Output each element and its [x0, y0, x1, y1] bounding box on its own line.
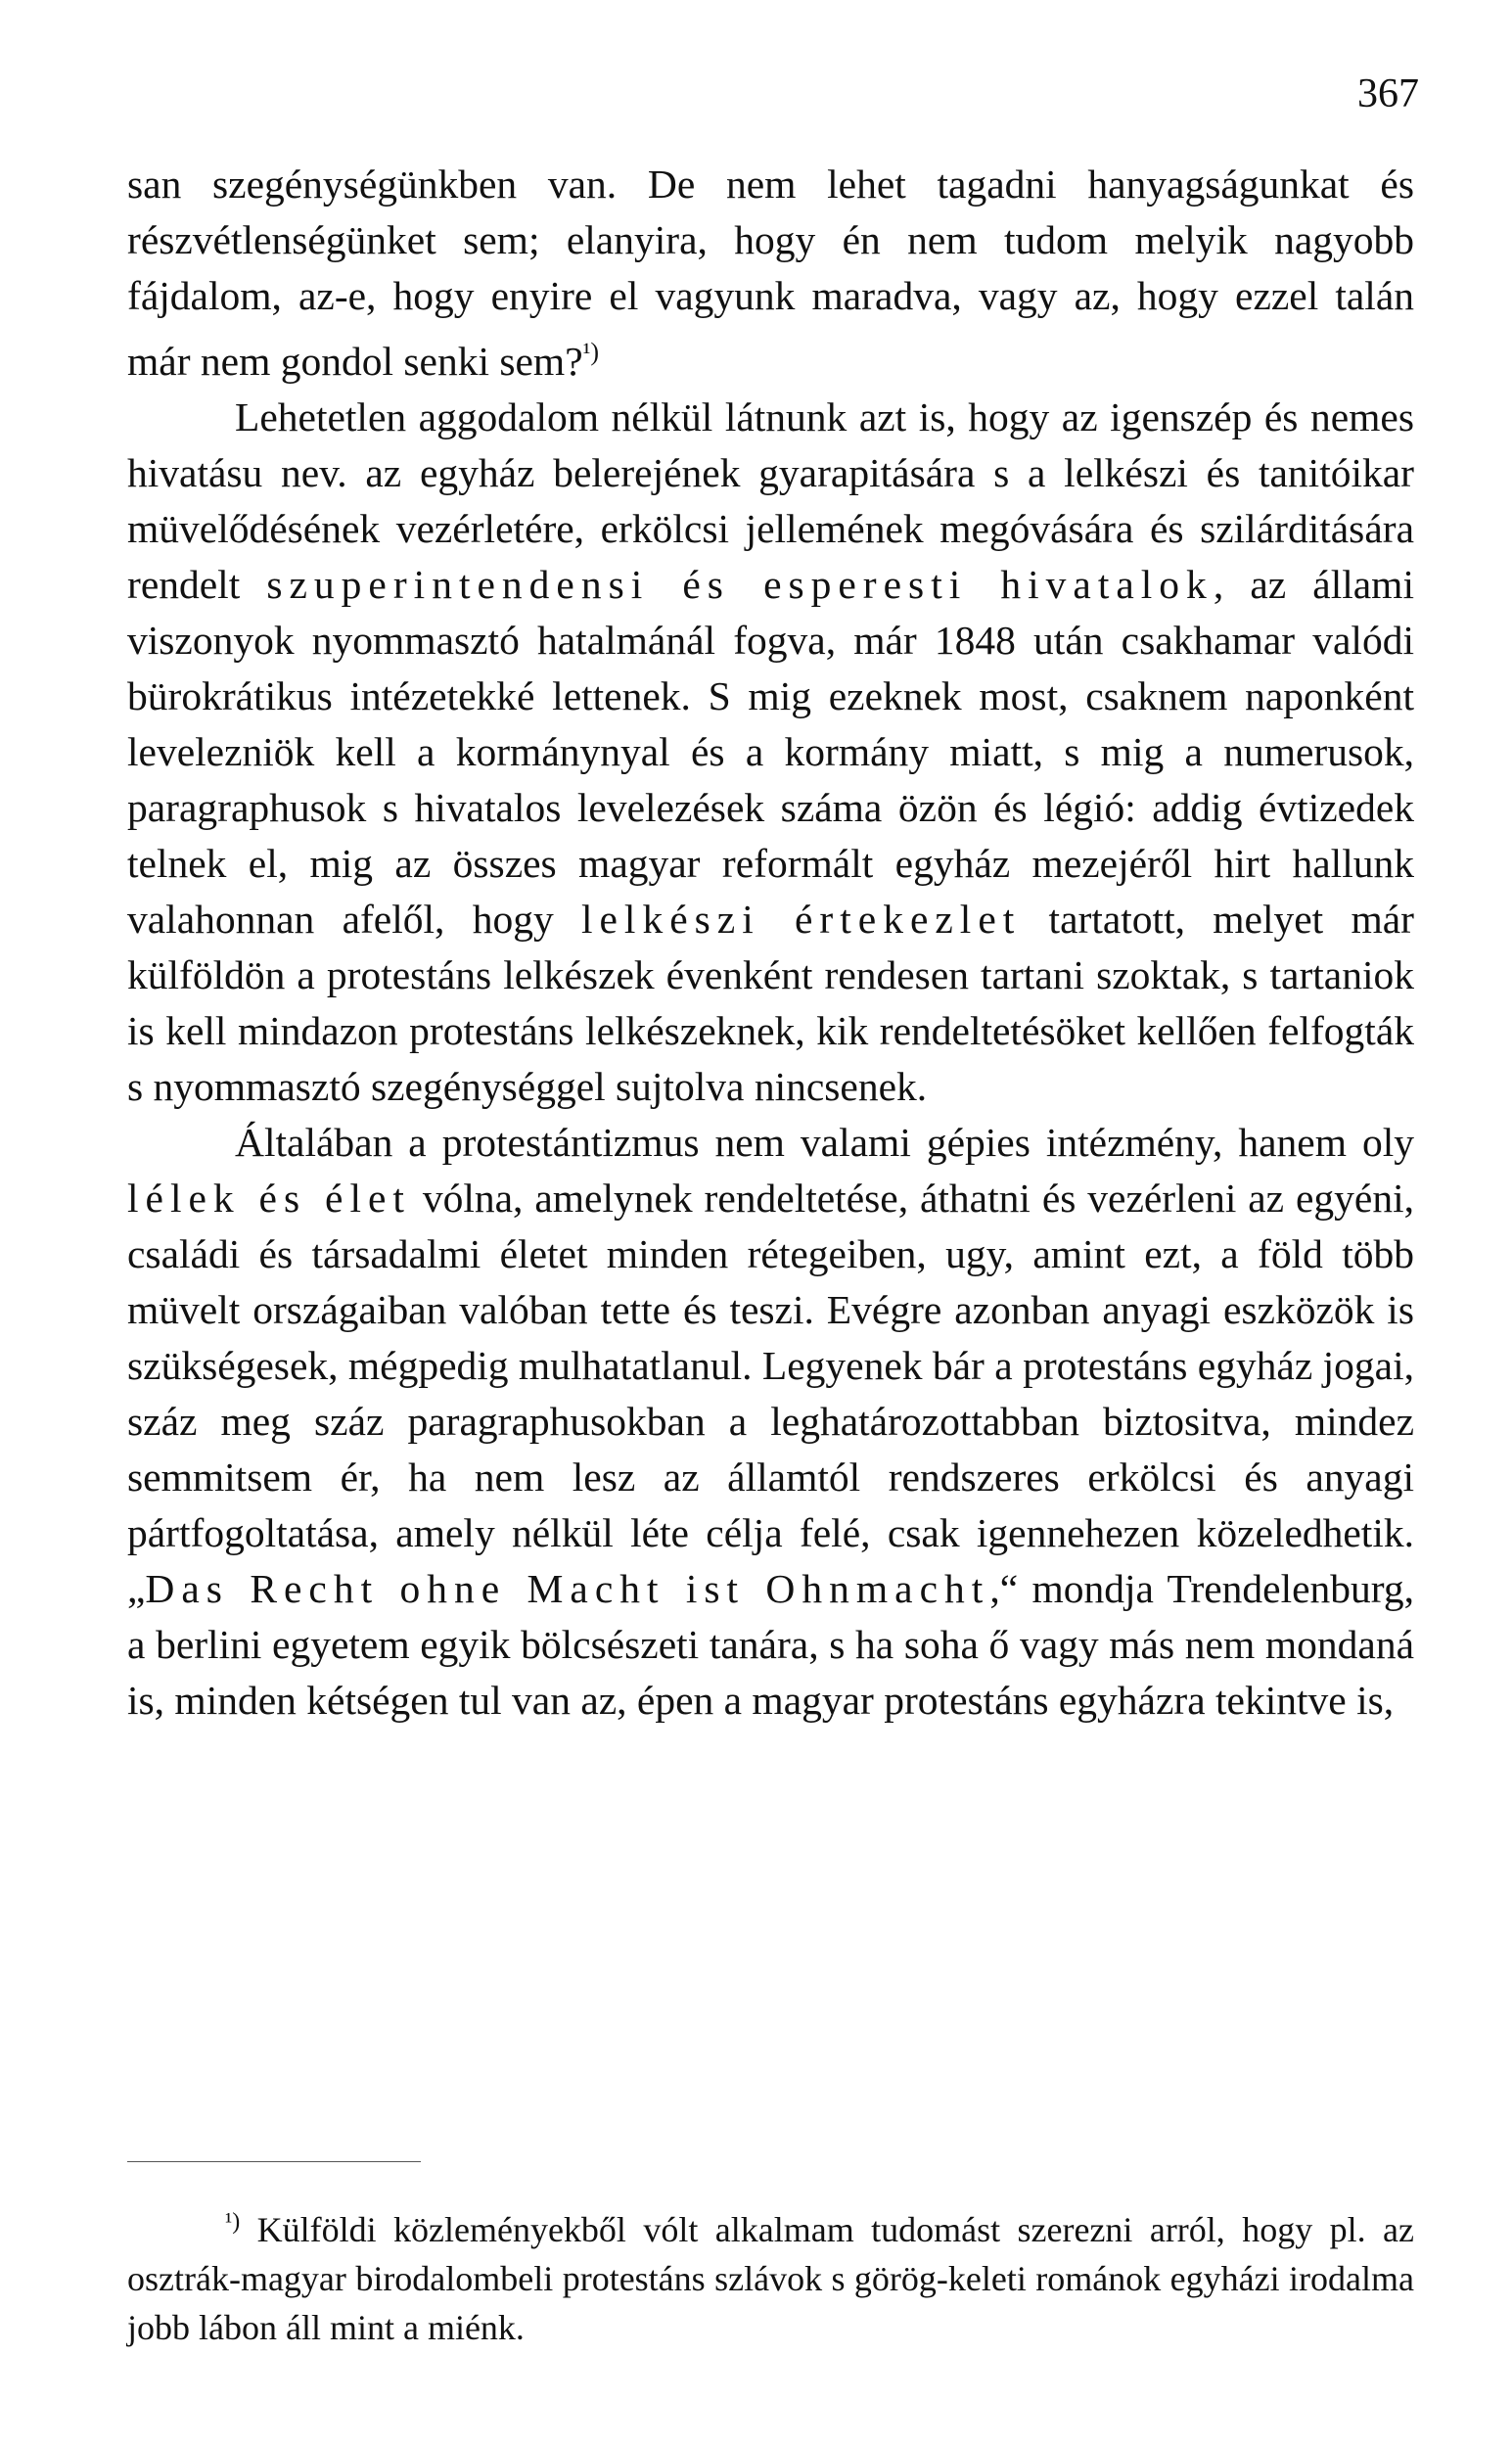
paragraph-3 — [127, 1115, 1414, 1729]
paragraph-2 — [127, 390, 1414, 1115]
footnote-paragraph — [127, 2197, 1414, 2352]
paragraph-1-text: san szegénységünkben van. De nem lehet tagadni hanyagságunkat és részvétlenségünket sem; elanyira, hogy én nem tudom melyik nagyobb fájdalom, az-e, hogy enyire el vagyunk maradva, vagy az, hogy ezzel talán már nem gondol senki sem? — [127, 162, 1414, 384]
footnote — [127, 2197, 1414, 2352]
paragraph-2-text-b: , az állami viszonyok nyommasztó hatalmánál fogva, már 1848 után csakhamar valódi bürokrátikus intézetekké lettenek. S mig ezeknek most, csaknem naponként levelezniök kell a kormánynyal és a kormány miatt, s mig a numerusok, paragraphusok s hivatalos levelezések száma özön és légió: addig évtizedek telnek el, mig az összes magyar reformált egyház mezejéről hirt hallunk valahonnan afelől, hogy — [127, 561, 1414, 942]
footnote-divider — [127, 2161, 421, 2162]
footnote-marker: ¹) — [225, 2209, 241, 2235]
footnote-reference: ¹) — [582, 338, 600, 366]
paragraph-3-emphasis-soul-life: lélek és élet — [127, 1175, 411, 1221]
paragraph-3-text-a: Általában a protestántizmus nem valami gépies intézmény, hanem oly — [235, 1119, 1414, 1165]
paragraph-3-text-b: vólna, amelynek rendeltetése, áthatni és vezérleni az egyéni, családi és társadalmi életet minden rétegeiben, ugy, amint ezt, a föld több müvelt országaiban valóban tette és teszi. Evégre azonban anyagi eszközök is szükségesek, mégpedig mulhatatlanul. Legyenek bár a protestáns egyház jogai, száz meg száz paragraphusokban a leghatározottabban biztositva, mindez semmitsem ér, ha nem lesz az államtól rendszeres erkölcsi és anyagi pártfogoltatása, amely nélkül léte célja felé, csak igennehezen közeledhetik. „ — [127, 1175, 1414, 1611]
page-number: 367 — [1357, 71, 1419, 116]
paragraph-3-emphasis-quote: Das Recht ohne Macht ist Ohnmacht — [145, 1565, 990, 1611]
paragraph-2-emphasis-offices: szuperintendensi és esperesti hivatalok — [266, 561, 1214, 607]
main-text — [127, 157, 1414, 1729]
paragraph-2-text-a: Lehetetlen aggodalom nélkül látnunk azt is, hogy az igenszép és nemes hivatásu nev. az egyház belerejének gyarapitására s a lelkészi és tanitóikar müvelődésének vezérletére, erkölcsi jellemének megóvására és szilárditására rendelt — [127, 393, 1414, 607]
paragraph-3-text-c: ,“ mondja Trendelenburg, a berlini egyetem egyik bölcsészeti tanára, s ha soha ő vagy más nem mondaná is, minden kétségen tul van az, épen a magyar protestáns egyházra tekintve is, — [127, 1565, 1414, 1723]
paragraph-2-text-c: tartatott, melyet már külföldön a protestáns lelkészek évenként rendesen tartani szoktak, s tartaniok is kell mindazon protestáns lelkészeknek, kik rendeltetésöket kellően felfogták s nyommasztó szegénységgel sujtolva nincsenek. — [127, 896, 1415, 1109]
footnote-text: Külföldi közleményekből vólt alkalmam tudomást szerezni arról, hogy pl. az osztrák-magyar birodalombeli protestáns szlávok s görög-keleti románok egyházi irodalma jobb lábon áll mint a miénk. — [127, 2210, 1414, 2347]
paragraph-2-emphasis-conference: lelkészi értekezlet — [580, 896, 1022, 942]
paragraph-1 — [127, 157, 1414, 390]
